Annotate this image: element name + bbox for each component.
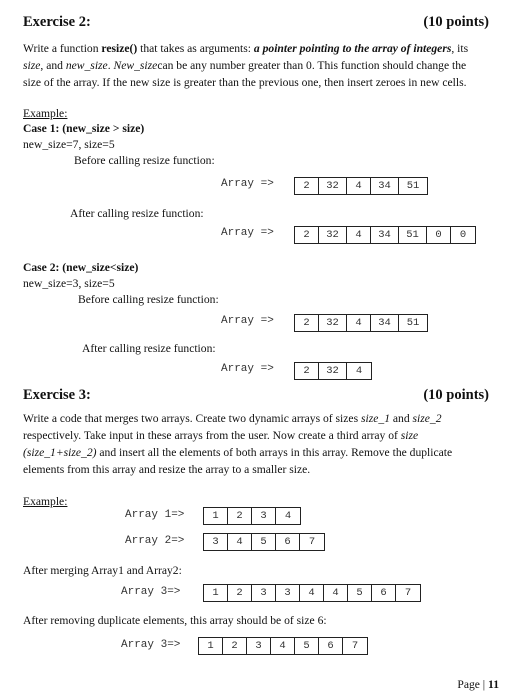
case-1-values: new_size=7, size=5	[23, 138, 115, 151]
example-label-2: Example:	[23, 107, 68, 120]
array-cell: 34	[371, 178, 399, 194]
case-1-after-array	[294, 226, 476, 244]
array-cell: 7	[351, 640, 359, 652]
array-cell: 3	[252, 508, 276, 524]
array-label: Array =>	[221, 178, 274, 190]
array-cell: 34	[371, 227, 399, 243]
exercise-3-points: (10 points)	[423, 387, 489, 403]
array-cell: 51	[399, 227, 427, 243]
array-cell: 4	[284, 510, 292, 522]
array-cell: 5	[348, 585, 372, 601]
array-label: Array =>	[221, 315, 274, 327]
array-cell: 6	[372, 585, 396, 601]
exercise-3-description: Write a code that merges two arrays. Create two dynamic arrays of sizes size_1 and size_2 respectively. Take input in these arrays from the user. Now create a third array of size (size_1+size_2) and insert all the elements of both arrays in this array. Remove the duplicate elements from this array and resize the array to a smaller size.	[23, 412, 453, 476]
exercise-2-description: Write a function resize() that takes as arguments: a pointer pointing to the array of integers, its size, and new_size. New_sizecan be any number greater than 0. This function should change the size of the array. If the new size is greater than the previous one, then insert zeroes in new cells.	[23, 42, 469, 89]
case-2-values: new_size=3, size=5	[23, 277, 115, 290]
array-cell: 1	[204, 508, 228, 524]
array-label: Array =>	[221, 363, 274, 375]
array-cell: 7	[308, 536, 316, 548]
array-cell: 3	[247, 638, 271, 654]
array-cell: 32	[319, 315, 347, 331]
case-1-heading: Case 1: (new_size > size)	[23, 122, 145, 135]
array-cell: 0	[459, 229, 467, 241]
case-2-before-label: Before calling resize function:	[78, 293, 219, 306]
array-cell: 4	[271, 638, 295, 654]
array-cell: 4	[347, 315, 371, 331]
array-1	[203, 507, 301, 525]
array-cell: 32	[319, 227, 347, 243]
array-cell: 0	[427, 227, 451, 243]
array-cell: 2	[223, 638, 247, 654]
array-cell: 4	[355, 365, 363, 377]
array-2	[203, 533, 325, 551]
array-cell: 6	[276, 534, 300, 550]
array-cell: 2	[295, 227, 319, 243]
array-cell: 32	[319, 178, 347, 194]
array-cell: 7	[404, 587, 412, 599]
array-cell: 5	[252, 534, 276, 550]
array-3-deduped	[198, 637, 368, 655]
exercise-2-points: (10 points)	[423, 14, 489, 30]
case-2-after-array	[294, 362, 372, 380]
after-merge-label: After merging Array1 and Array2:	[23, 564, 182, 577]
array-cell: 5	[295, 638, 319, 654]
exercise-3-title: Exercise 3:	[23, 387, 91, 403]
array-cell: 2	[295, 178, 319, 194]
array-1-label: Array 1=>	[125, 509, 185, 521]
example-label-3: Example:	[23, 495, 68, 508]
array-cell: 51	[406, 180, 420, 192]
case-2-heading: Case 2: (new_size<size)	[23, 261, 139, 274]
after-remove-label: After removing duplicate elements, this array should be of size 6:	[23, 614, 327, 627]
array-cell: 1	[204, 585, 228, 601]
array-cell: 34	[371, 315, 399, 331]
array-cell: 51	[406, 317, 420, 329]
array-cell: 4	[300, 585, 324, 601]
array-cell: 1	[199, 638, 223, 654]
array-cell: 4	[347, 178, 371, 194]
case-2-before-array	[294, 314, 428, 332]
case-1-before-array	[294, 177, 428, 195]
array-cell: 3	[252, 585, 276, 601]
case-1-after-label: After calling resize function:	[70, 207, 204, 220]
exercise-2-title: Exercise 2:	[23, 14, 91, 30]
array-3-label: Array 3=>	[121, 586, 181, 598]
array-label: Array =>	[221, 227, 274, 239]
page-footer: Page | 11	[457, 678, 499, 691]
array-cell: 3	[204, 534, 228, 550]
array-cell: 3	[276, 585, 300, 601]
array-cell: 6	[319, 638, 343, 654]
case-2-after-label: After calling resize function:	[82, 342, 216, 355]
array-3-merged	[203, 584, 421, 602]
array-cell: 2	[228, 585, 252, 601]
array-cell: 4	[347, 227, 371, 243]
array-cell: 2	[295, 363, 319, 379]
array-2-label: Array 2=>	[125, 535, 185, 547]
case-1-before-label: Before calling resize function:	[74, 154, 215, 167]
array-3b-label: Array 3=>	[121, 639, 181, 651]
array-cell: 2	[228, 508, 252, 524]
array-cell: 32	[319, 363, 347, 379]
array-cell: 4	[228, 534, 252, 550]
array-cell: 2	[295, 315, 319, 331]
array-cell: 4	[324, 585, 348, 601]
